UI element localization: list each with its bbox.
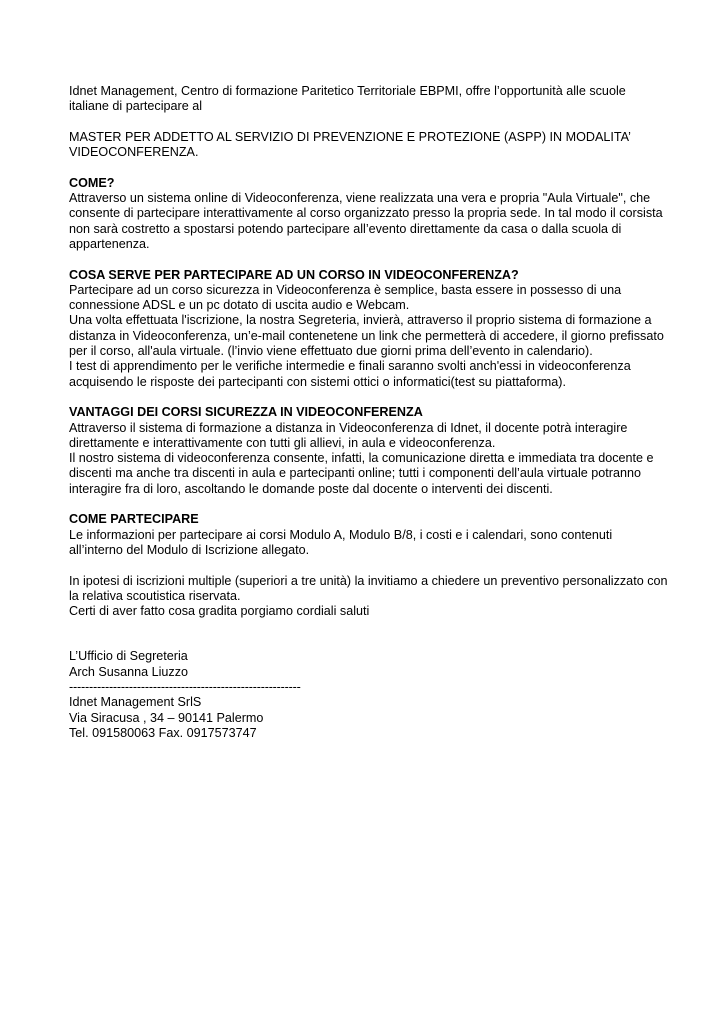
section-paragraph: Le informazioni per partecipare ai corsi Modulo A, Modulo B/8, i costi e i calendari, sono contenuti all’interno del Modulo di Iscrizione allegato. <box>69 527 613 557</box>
section-paragraph: I test di apprendimento per le verifiche intermedie e finali saranno svolti anch'essi in videoconferenza acquisendo le risposte dei partecipanti con sistemi ottici o informatici(test su piattaforma). <box>69 359 631 389</box>
section-paragraph: Attraverso un sistema online di Videoconferenza, viene realizzata una vera e propria "Aula Virtuale", che consente di partecipare interattivamente al corso organizzato presso la propria sede. In tal modo il corsista non sarà costretto a spostarsi potendo partecipare all’evento direttamente da casa o dalla scuola di appartenenza. <box>69 191 663 251</box>
section-paragraph: Attraverso il sistema di formazione a distanza in Videoconferenza di Idnet, il docente potrà interagire direttamente e interattivamente con tutti gli allievi, in aula e videoconferenza. <box>69 420 628 450</box>
section-heading: COME PARTECIPARE <box>69 512 199 527</box>
section-paragraph: Una volta effettuata l'iscrizione, la nostra Segreteria, invierà, attraverso il proprio sistema di formazione a distanza in Videoconferenza, un’e-mail contenetene un link che permetterà di accedere, il giorno prefissato per il corso, all'aula virtuale. (l’invio viene effettuato due giorni prima dell’evento in calendario). <box>69 313 664 359</box>
section-heading: VANTAGGI DEI CORSI SICUREZZA IN VIDEOCONFERENZA <box>69 405 423 420</box>
company-contacts: Tel. 091580063 Fax. 0917573747 <box>69 725 257 740</box>
signature-block <box>69 649 669 741</box>
signature-office: L’Ufficio di Segreteria <box>69 649 188 664</box>
section-come-partecipare <box>69 512 669 558</box>
closing-greeting: Certi di aver fatto cosa gradita porgiamo cordiali saluti <box>69 604 370 619</box>
section-vantaggi <box>69 405 669 497</box>
section-paragraph: Partecipare ad un corso sicurezza in Videoconferenza è semplice, basta essere in possesso di una connessione ADSL e un pc dotato di uscita audio e Webcam. <box>69 282 622 313</box>
section-paragraph: Il nostro sistema di videoconferenza consente, infatti, la comunicazione diretta e immediata tra docente e discenti ma anche tra discenti in aula e partecipanti online; tutti i componenti dell’aula virtuale potranno interagire fra di loro, ascoltando le domande poste dal docente o interventi dei discenti. <box>69 451 654 496</box>
company-name: Idnet Management SrlS <box>69 695 202 710</box>
document-page <box>69 84 669 741</box>
master-title: MASTER PER ADDETTO AL SERVIZIO DI PREVENZIONE E PROTEZIONE (ASPP) IN MODALITA’ VIDEOCONFERENZA. <box>69 129 631 160</box>
company-address: Via Siracusa , 34 – 90141 Palermo <box>69 710 264 725</box>
closing-paragraph: In ipotesi di iscrizioni multiple (superiori a tre unità) la invitiamo a chiedere un preventivo personalizzato con la relativa scoutistica riservata. <box>69 573 668 603</box>
intro-paragraph: Idnet Management, Centro di formazione Paritetico Territoriale EBPMI, offre l’opportunità alle scuole italiane di partecipare al <box>69 84 626 114</box>
signature-divider: ---------------------------------------------------------- <box>69 679 301 694</box>
section-cosa-serve <box>69 268 669 390</box>
closing-block <box>69 574 669 620</box>
section-come <box>69 176 669 252</box>
section-heading: COME? <box>69 175 115 190</box>
signature-name: Arch Susanna Liuzzo <box>69 664 189 679</box>
section-heading: COSA SERVE PER PARTECIPARE AD UN CORSO IN VIDEOCONFERENZA? <box>69 267 519 282</box>
